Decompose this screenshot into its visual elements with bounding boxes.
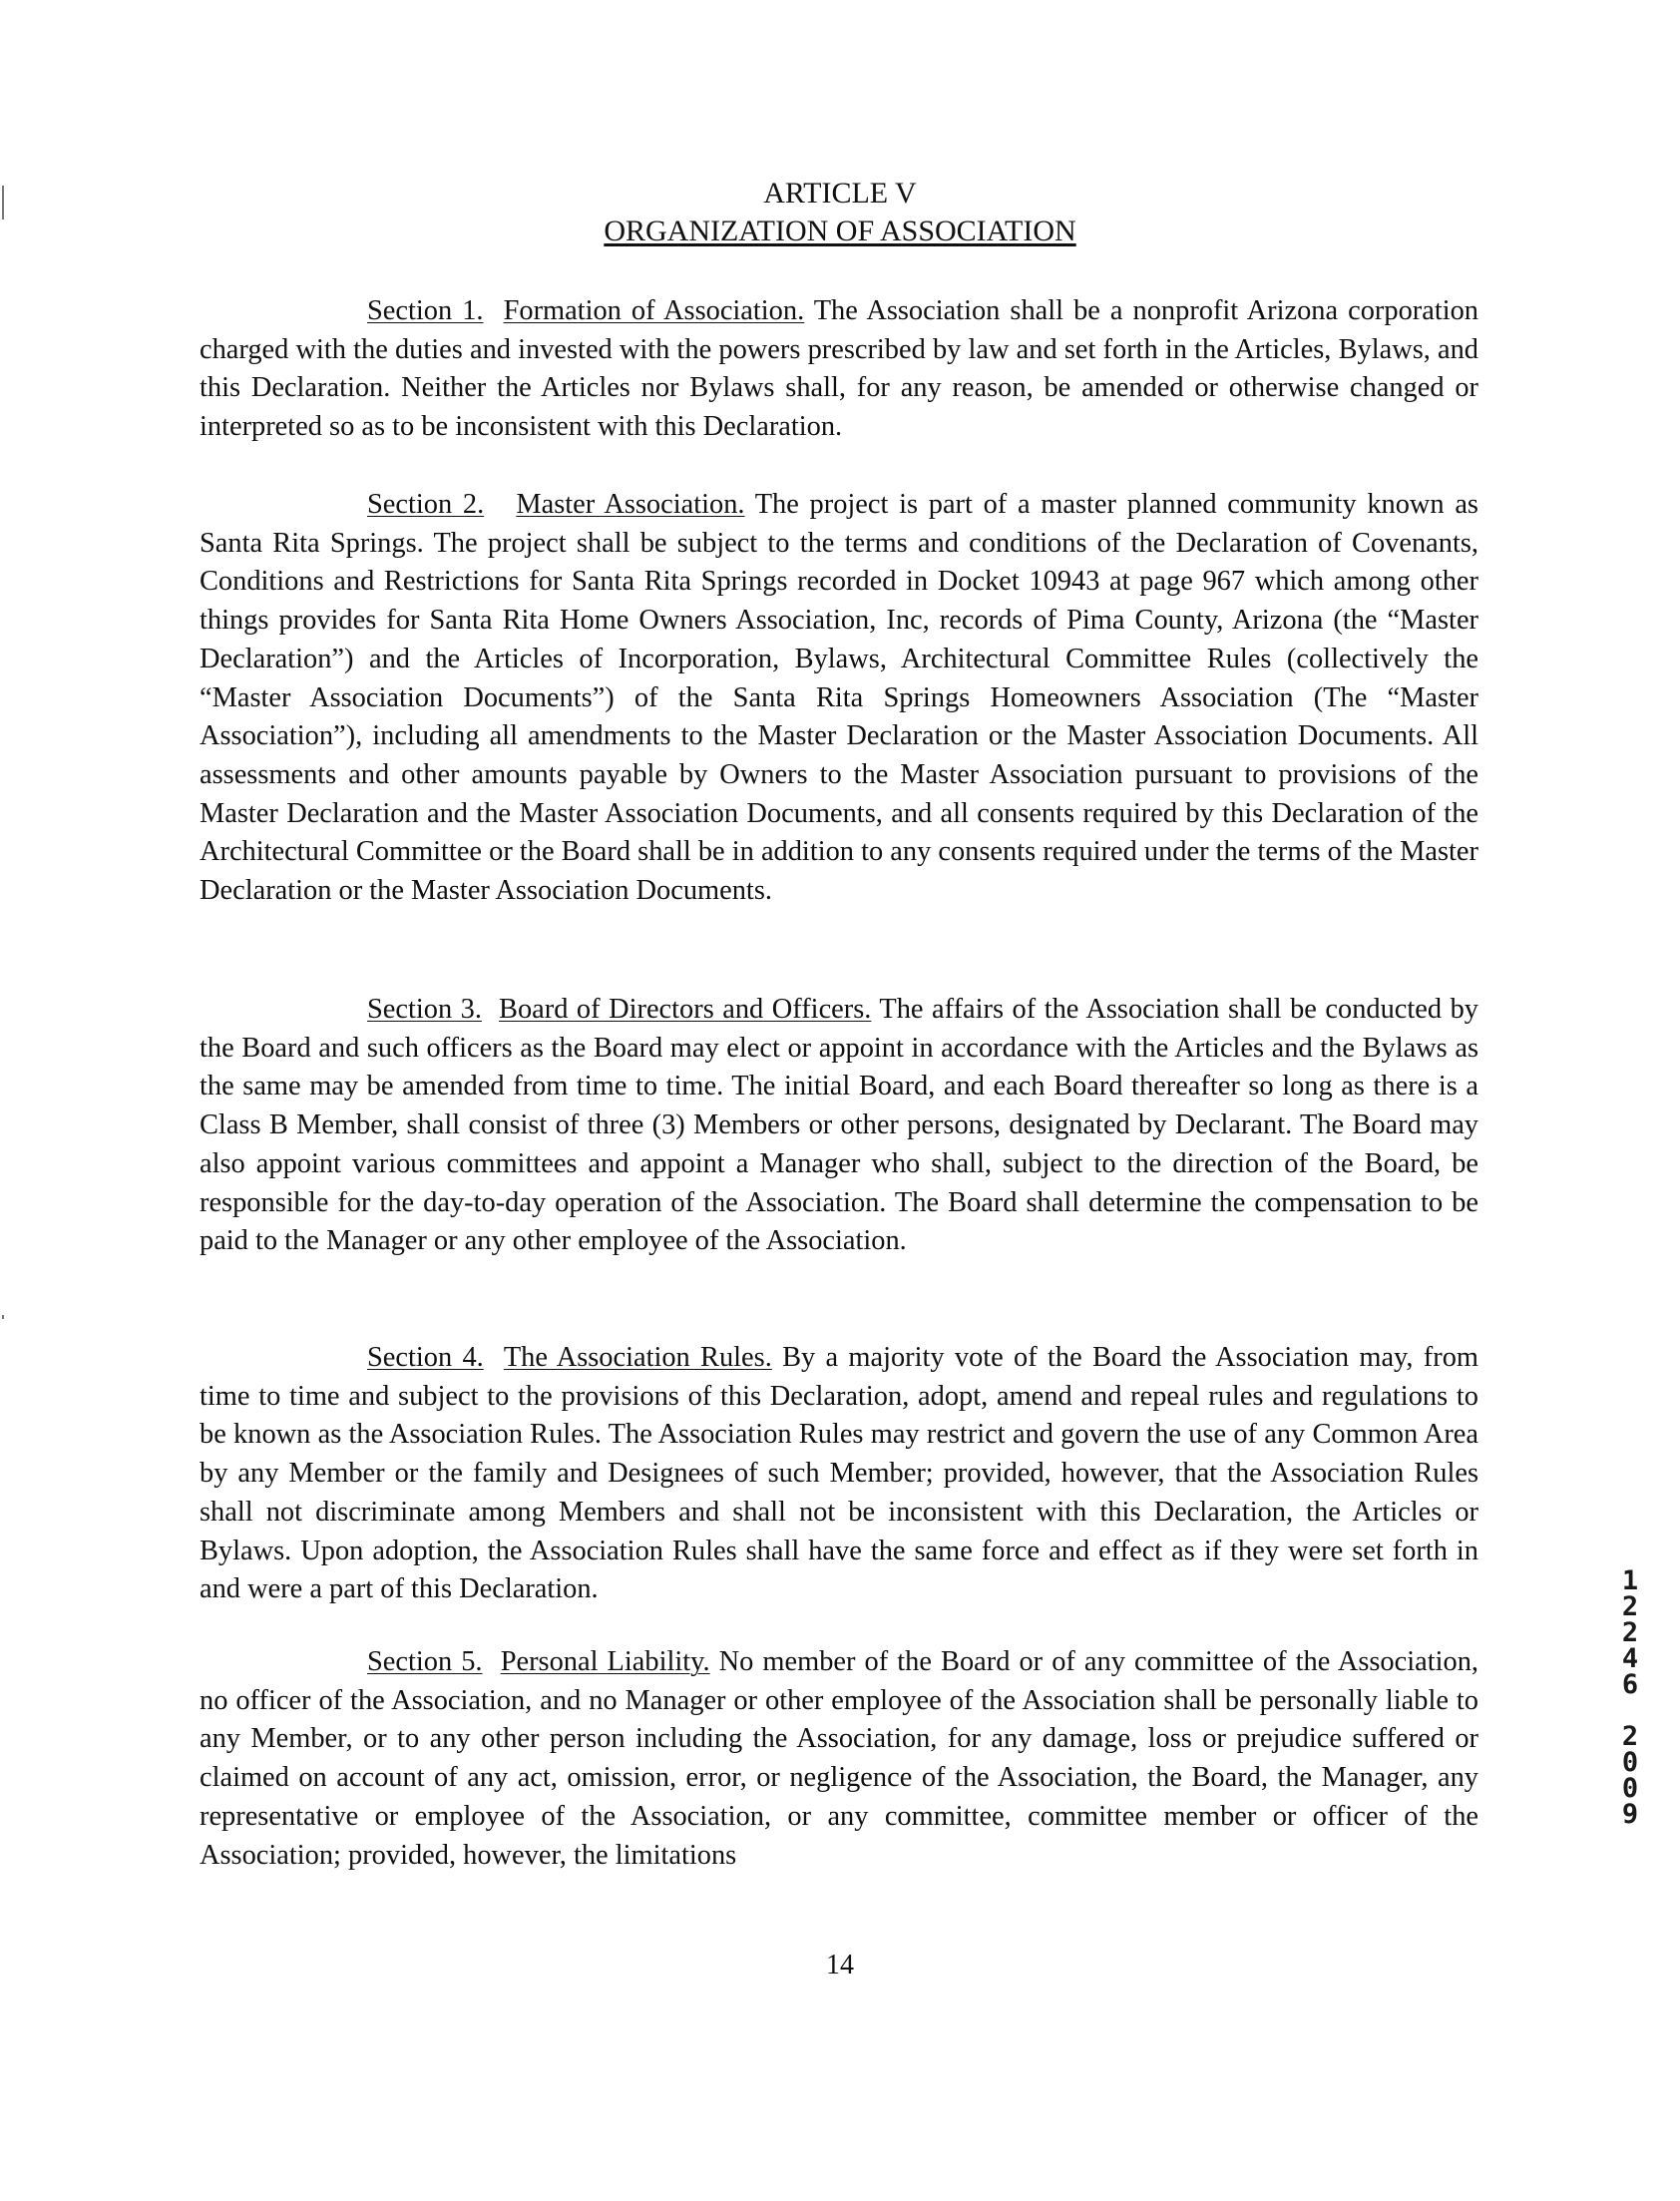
section-5-label: Section 5. — [367, 1646, 483, 1677]
section-4-label: Section 4. — [367, 1342, 484, 1373]
recording-stamp-part-1: 1 2 2 4 6 — [1621, 1565, 1639, 1700]
section-1-label: Section 1. — [367, 295, 484, 326]
section-2-text: The project is part of a master planned community known as Santa Rita Springs. The project shall be subject to the terms and conditions of the Declaration of Covenants, Conditions and Restrictions for Santa Rita Springs recorded in Docket 10943 at page 967 which among other things provides for Santa Rita Home Owners Association, Inc, records of Pima County, Arizona (the “Master Declaration”) and the Articles of Incorporation, Bylaws, Architectural Committee Rules (collectively the “Master Association Documents”) of the Santa Rita Springs Homeowners Association (The “Master Association”), including all amendments to the Master Declaration or the Master Association Documents. All assessments and other amounts payable by Owners to the Master Association pursuant to provisions of the Master Declaration and the Master Association Documents, and all consents required by this Declaration of the Architectural Committee or the Board shall be in addition to any consents required under the terms of the Master Declaration or the Master Association Documents. — [200, 489, 1478, 907]
section-1-heading: Formation of Association. — [503, 295, 805, 326]
page-number: 14 — [826, 1950, 854, 1981]
section-2-heading: Master Association. — [516, 489, 745, 520]
scan-edge-mark — [2, 1315, 4, 1319]
section-3-text: The affairs of the Association shall be conducted by the Board and such officers as the Board may elect or appoint in accordance with the Articles and the Bylaws as the same may be amended from time to time. The initial Board, and each Board thereafter so long as there is a Class B Member, shall consist of three (3) Members or other persons, designated by Declarant. The Board may also appoint various committees and appoint a Manager who shall, subject to the direction of the Board, be responsible for the day-to-day operation of the Association. The Board shall determine the compensation to be paid to the Manager or any other employee of the Association. — [200, 994, 1478, 1257]
section-5-text: No member of the Board or of any committee of the Association, no officer of the Association, and no Manager or other employee of the Association shall be personally liable to any Member, or to any other person including the Association, for any damage, loss or prejudice suffered or claimed on account of any act, omission, error, or negligence of the Association, the Board, the Manager, any representative or employee of the Association, or any committee, committee member or officer of the Association; provided, however, the limitations — [200, 1646, 1478, 1871]
section-4-heading: The Association Rules. — [503, 1342, 772, 1373]
section-4-paragraph — [200, 1339, 1478, 1609]
section-3-heading: Board of Directors and Officers. — [499, 994, 872, 1025]
section-3-paragraph — [200, 991, 1478, 1261]
section-1-paragraph — [200, 292, 1478, 447]
article-title: ARTICLE V — [763, 177, 917, 210]
recording-stamp-part-2: 2 0 0 9 — [1621, 1721, 1639, 1830]
section-5-heading: Personal Liability. — [500, 1646, 710, 1677]
section-3-label: Section 3. — [367, 994, 482, 1025]
section-2-label: Section 2. — [367, 489, 485, 520]
article-subtitle: ORGANIZATION OF ASSOCIATION — [604, 215, 1076, 247]
section-2-paragraph — [200, 486, 1478, 911]
section-5-paragraph — [200, 1643, 1478, 1875]
section-4-text: By a majority vote of the Board the Association may, from time to time and subject to the provisions of this Declaration, adopt, amend and repeal rules and regulations to be known as the Association Rules. The Association Rules may restrict and govern the use of any Common Area by any Member or the family and Designees of such Member; provided, however, that the Association Rules shall not discriminate among Members and shall not be inconsistent with this Declaration, the Articles or Bylaws. Upon adoption, the Association Rules shall have the same force and effect as if they were set forth in and were a part of this Declaration. — [200, 1342, 1478, 1605]
section-1-text: The Association shall be a nonprofit Arizona corporation charged with the duties and invested with the powers prescribed by law and set forth in the Articles, Bylaws, and this Declaration. Neither the Articles nor Bylaws shall, for any reason, be amended or otherwise changed or interpreted so as to be inconsistent with this Declaration. — [200, 295, 1479, 443]
